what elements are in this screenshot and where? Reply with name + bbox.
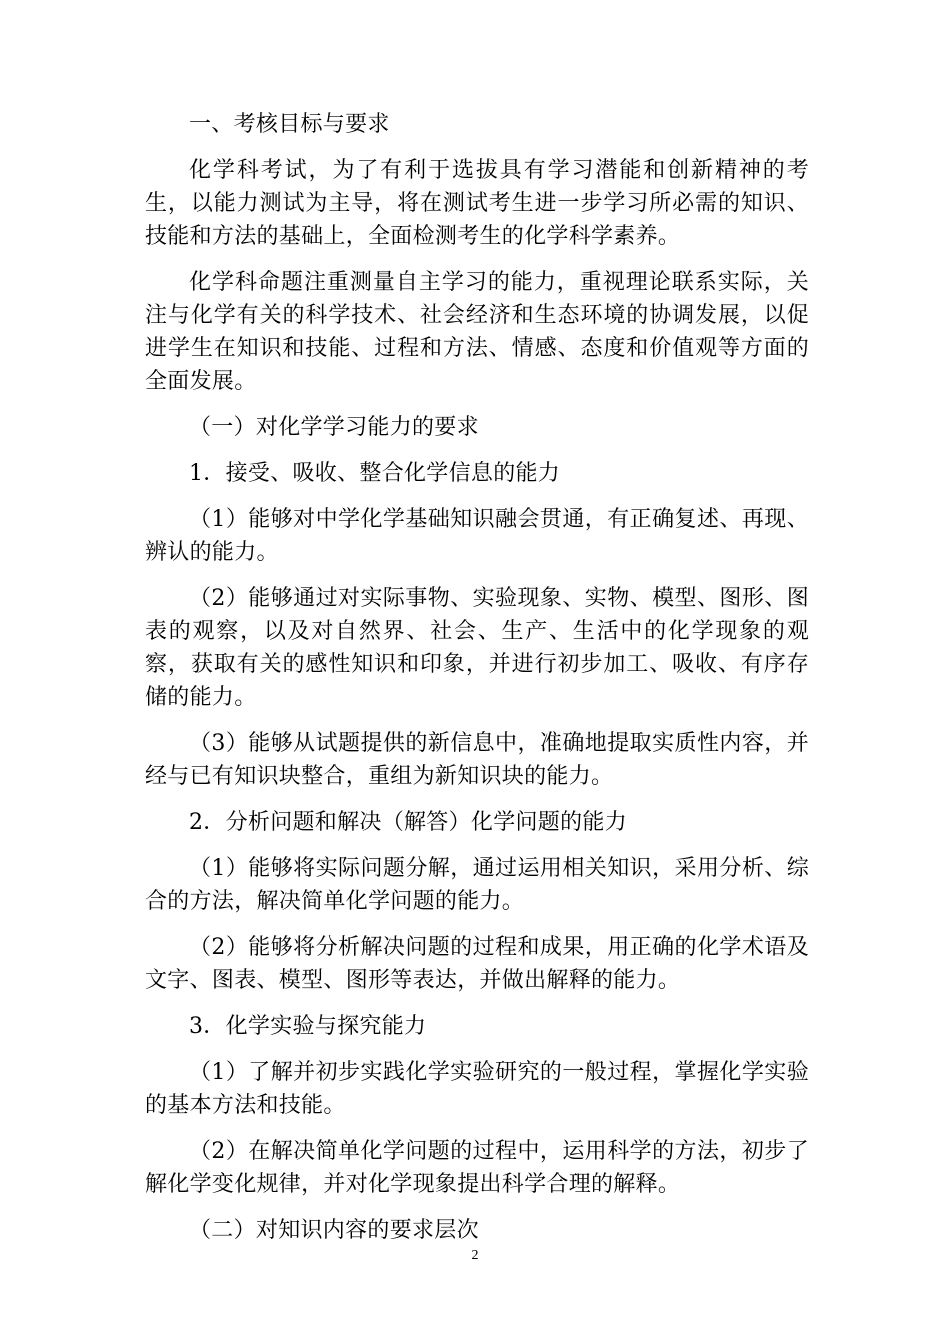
list-item: （2）能够将分析解决问题的过程和成果，用正确的化学术语及文字、图表、模型、图形等表达，并做出解释的能力。 — [145, 935, 809, 993]
list-item: （1）能够将实际问题分解，通过运用相关知识，采用分析、综合的方法，解决简单化学问题的能力。 — [145, 856, 809, 914]
body-paragraph: 化学科考试，为了有利于选拔具有学习潜能和创新精神的考生，以能力测试为主导，将在测试考生进一步学习所必需的知识、技能和方法的基础上，全面检测考生的化学科学素养。 — [145, 158, 809, 249]
page-number: 2 — [471, 1248, 479, 1263]
section-heading: 一、考核目标与要求 — [189, 112, 390, 137]
list-item: （2）能够通过对实际事物、实验现象、实物、模型、图形、图表的观察，以及对自然界、社会、生产、生活中的化学现象的观察，获取有关的感性知识和印象，并进行初步加工、吸收、有序存储的能力。 — [145, 586, 809, 710]
item-heading: 1．接受、吸收、整合化学信息的能力 — [189, 461, 561, 486]
body-paragraph: 化学科命题注重测量自主学习的能力，重视理论联系实际，关注与化学有关的科学技术、社会经济和生态环境的协调发展，以促进学生在知识和技能、过程和方法、情感、态度和价值观等方面的全面发展。 — [145, 270, 809, 394]
subsection-heading: （二）对知识内容的要求层次 — [189, 1218, 479, 1243]
subsection-heading: （一）对化学学习能力的要求 — [189, 415, 479, 440]
list-item: （1）能够对中学化学基础知识融会贯通，有正确复述、再现、辨认的能力。 — [145, 507, 809, 565]
list-item: （2）在解决简单化学问题的过程中，运用科学的方法，初步了解化学变化规律，并对化学现象提出科学合理的解释。 — [145, 1139, 809, 1197]
list-item: （3）能够从试题提供的新信息中，准确地提取实质性内容，并经与已有知识块整合，重组为新知识块的能力。 — [145, 731, 809, 789]
document-body — [145, 108, 809, 1260]
item-heading: 2．分析问题和解决（解答）化学问题的能力 — [189, 810, 627, 835]
item-heading: 3．化学实验与探究能力 — [189, 1014, 427, 1039]
list-item: （1）了解并初步实践化学实验研究的一般过程，掌握化学实验的基本方法和技能。 — [145, 1060, 809, 1118]
